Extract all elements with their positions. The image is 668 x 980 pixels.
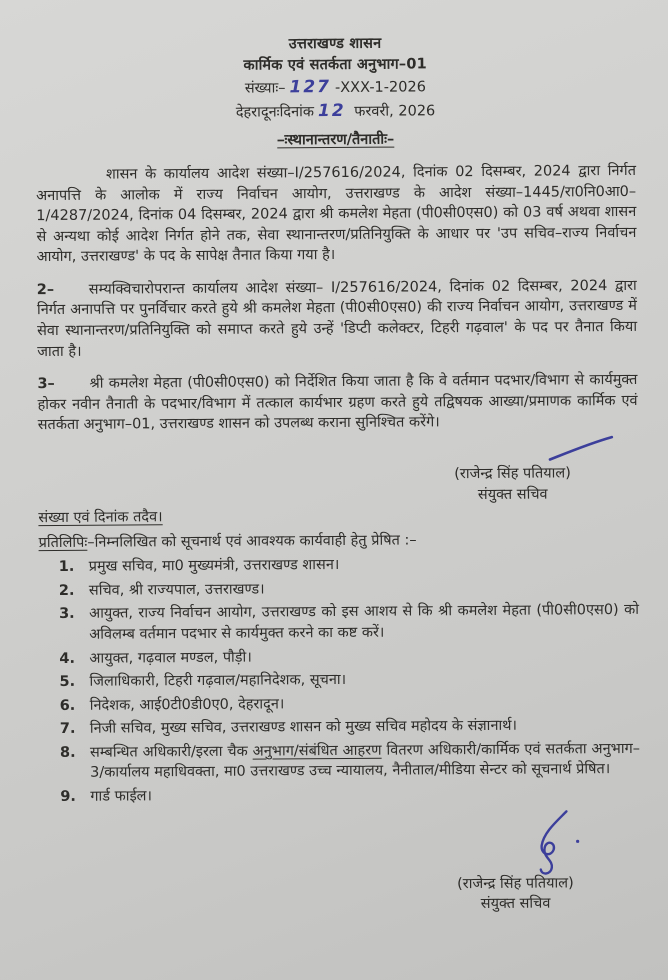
date-line <box>35 97 635 125</box>
list-item-text: निजी सचिव, मुख्य सचिव, उत्तराखण्ड शासन को मुख्य सचिव महोदय के संज्ञानार्थ। <box>89 718 518 738</box>
list-item-text: सचिव, श्री राज्यपाल, उत्तराखण्ड। <box>88 581 265 599</box>
list-item <box>60 739 640 784</box>
list-item-text: प्रमुख सचिव, मा0 मुख्यमंत्री, उत्तराखण्ड शासन। <box>88 557 340 575</box>
list-item-number: 5. <box>59 673 76 691</box>
list-item-number: 2. <box>58 582 75 599</box>
list-item-text-post: वितरण अधिकारी/कार्मिक एवं सतर्कता अनुभाग–3/कार्यालय महाधिवक्ता, मा0 उत्तराखण्ड उच्च न्यायालय, नैनीताल/मीडिया सेन्टर को सूचनार्थ प्रेषित। <box>90 740 641 782</box>
copy-heading-underlined: प्रतिलिपिः <box>38 534 88 551</box>
date-handwritten: 12 <box>317 101 346 122</box>
signatory-name: (राजेन्द्र सिंह पतियाल) <box>454 465 571 483</box>
list-item-text-pre: सम्बन्धित अधिकारी/इरला चैक <box>89 743 253 761</box>
subject-text: –ःस्थानान्तरण/तैनातीः– <box>277 131 395 149</box>
list-item-number: 3. <box>58 606 75 623</box>
list-item-text: निदेशक, आई0टी0डी0ए0, देहरादून। <box>89 696 285 714</box>
list-item <box>59 600 639 645</box>
date-prefix: देहरादूनःदिनांक <box>235 104 315 121</box>
signatory-title: संयुक्त सचिव <box>477 486 548 503</box>
copy-heading-rest: –निम्नलिखित को सूचनार्थ एवं आवश्यक कार्यवाही हेतु प्रेषित :– <box>87 532 417 551</box>
ref-number-handwritten: 127 <box>289 77 332 98</box>
paragraph-text: शासन के कार्यालय आदेश संख्या–I/257616/2024, दिनांक 02 दिसम्बर, 2024 द्वारा निर्गत अनापत्ति के आलोक में राज्य निर्वाचन आयोग, उत्तराखण्ड के आदेश संख्या–1445/रा0नि0आ0–1/4287/2024, दिनांक 04 दिसम्बर, 2024 द्वारा श्री कमलेश मेहता (पी0सी0एस0) को 03 वर्ष अथवा शासन से अन्यथा कोई आदेश निर्गत होने तक, सेवा स्थानान्तरण/प्रतिनियुक्ति के आधार पर 'उप सचिव–राज्य निर्वाचन आयोग, उत्तराखण्ड' के पद के सापेक्ष तैनात किया गया है। <box>36 162 637 266</box>
body-paragraph-3 <box>37 370 637 436</box>
list-item-number: 9. <box>60 788 76 805</box>
list-item-number: 7. <box>59 721 76 738</box>
subject-line <box>36 128 636 153</box>
body-paragraph-2 <box>37 276 638 362</box>
paragraph-text: सम्यक्विचारोपरान्त कार्यालय आदेश संख्या– I/257616/2024, दिनांक 02 दिसम्बर, 2024 द्वारा निर्गत अनापत्ति पर पुनर्विचार करते हुये श्री कमलेश मेहता (पी0सी0एस0) की राज्य निर्वाचन आयोग, उत्तराखण्ड में सेवा स्थानान्तरण/प्रतिनियुक्ति को समाप्त करते हुये उन्हें 'डिप्टी कलेक्टर, टिहरी गढ़वाल' के पद पर तैनात किया जाता है। <box>36 277 638 360</box>
signatory-name: (राजेन्द्र सिंह पतियाल) <box>457 874 574 892</box>
list-item-number: 6. <box>59 697 76 714</box>
list-item <box>60 783 640 808</box>
signatory-title: संयुक्त सचिव <box>480 895 551 913</box>
list-item <box>59 644 639 669</box>
list-item-text: गार्ड फाईल। <box>90 788 153 805</box>
paragraph-text: श्री कमलेश मेहता (पी0सी0एस0) को निर्देशित किया जाता है कि वे वर्तमान पदभार/विभाग से कार्यमुक्त होकर नवीन तैनाती के पदभार/विभाग में तत्काल कार्यभार ग्रहण करते हुये तद्विषयक आख्या/प्रमाणक कार्मिक एवं सतर्कता अनुभाग–01, उत्तराखण्ड शासन को उपलब्ध कराना सुनिश्चित करेंगे। <box>37 372 638 434</box>
signature-block-top <box>395 434 630 506</box>
signature-stroke <box>546 434 618 463</box>
list-item-text: आयुक्त, गढ़वाल मण्डल, पौड़ी। <box>89 649 252 667</box>
list-item <box>60 715 640 740</box>
list-item-number: 8. <box>59 744 76 761</box>
list-item-text <box>90 739 640 784</box>
body-paragraph-1 <box>36 161 637 268</box>
copy-list <box>39 553 641 808</box>
org-name: उत्तराखण्ड शासन <box>288 35 382 53</box>
copy-heading <box>38 529 638 554</box>
list-item-text: आयुक्त, राज्य निर्वाचन आयोग, उत्तराखण्ड को इस आशय से कि श्री कमलेश मेहता (पी0सी0एस0) को अविलम्ब वर्तमान पदभार से कार्यमुक्त करने का कष्ट करें। <box>88 602 640 643</box>
signature-block-bottom <box>397 807 633 916</box>
list-item-number: 4. <box>59 650 76 667</box>
date-suffix: फरवरी, 2026 <box>354 103 436 121</box>
ref-number-suffix: -XXX-1-2026 <box>334 79 426 97</box>
same-number-date-line: संख्या एवं दिनांक तदैव। <box>38 509 163 527</box>
list-item <box>60 692 640 717</box>
list-item <box>59 668 639 693</box>
list-item <box>59 553 639 578</box>
list-item-number: 1. <box>58 559 75 576</box>
department-line: कार्मिक एवं सतर्कता अनुभाग–01 <box>243 55 427 74</box>
paragraph-number: 2– <box>36 281 55 298</box>
list-item-text: जिलाधिकारी, टिहरी गढ़वाल/महानिदेशक, सूचना। <box>89 672 347 690</box>
list-item-text-underlined: अनुभाग/संबंधित आहरण <box>252 742 382 760</box>
list-item <box>59 577 639 602</box>
paragraph-number: 3– <box>37 376 55 393</box>
signature-stroke <box>522 807 585 879</box>
ref-number-prefix: संख्याः– <box>244 80 286 97</box>
